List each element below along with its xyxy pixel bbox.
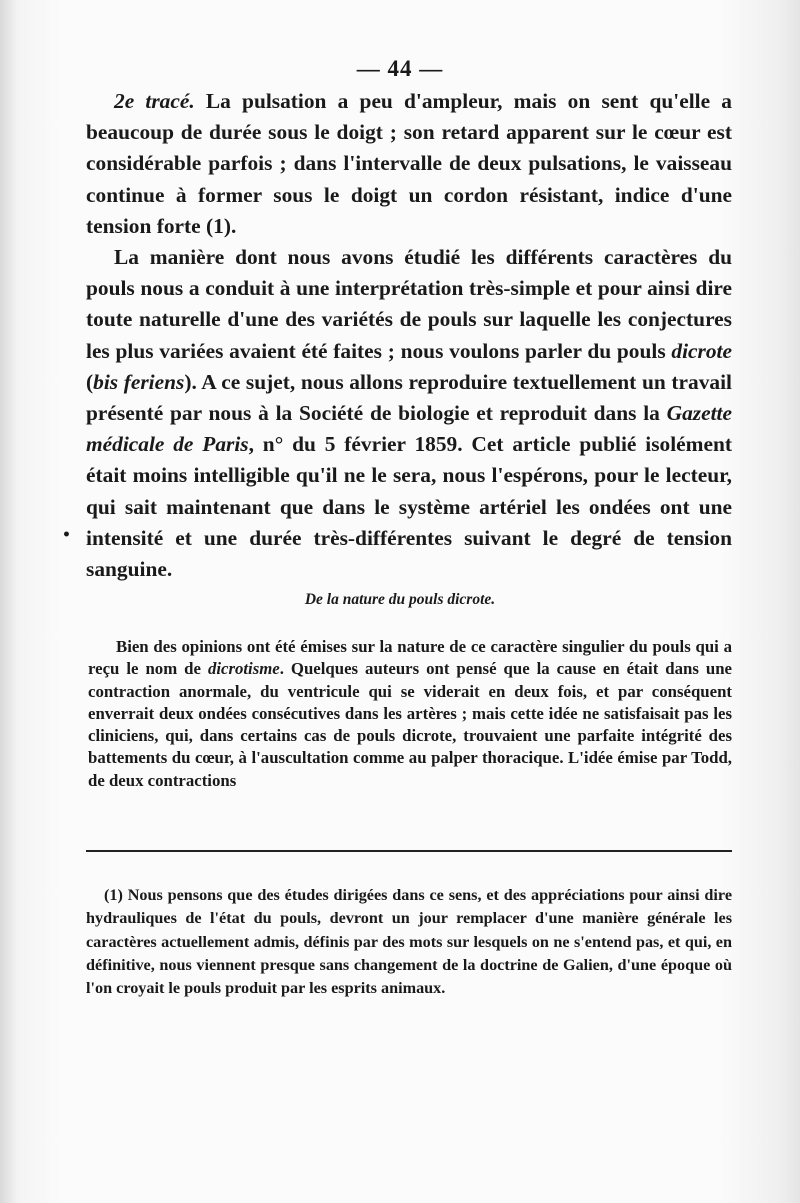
paragraph-text: La manière dont nous avons étudié les différents caractères du pouls nous a conduit à une interprétation très-simple et pour ainsi dire toute naturelle d'une des variétés de pouls sur laquelle les conjectures les plus variées avaient été faites ; nous voulons parler du pouls (86, 245, 732, 363)
footnote-text: (1) Nous pensons que des études dirigées dans ce sens, et des appréciations pour ainsi dire hydrauliques de l'état du pouls, devront un jour remplacer d'une manière générale les caractères actuellement admis, définis par des mots sur lesquels on ne s'entend pas, et qui, en définitive, nous viennent presque sans changement de la doctrine de Galien, d'une époque où l'on croyait le pouls produit par les esprits animaux. (86, 886, 732, 998)
italic-term: dicrote (671, 338, 732, 363)
footnote (86, 884, 732, 1000)
paragraph-text: ). A ce sujet, nous allons reproduire textuellement un travail présenté par nous à la Société de biologie et reproduit dans la (86, 369, 732, 426)
quoted-article-text (88, 636, 732, 792)
italic-term: dicrotisme (207, 659, 280, 679)
paragraph-quoted (88, 636, 732, 792)
paragraph-dicrote-intro (86, 242, 732, 585)
italic-term: bis feriens (93, 369, 185, 394)
section-title: De la nature du pouls dicrote. (304, 591, 496, 608)
paragraph-text: ( (86, 369, 94, 394)
main-text (86, 86, 732, 585)
paragraph-text: La pulsation a peu d'ampleur, mais on sent qu'elle a beaucoup de durée sous le doigt ; son retard apparent sur le cœur est considérable parfois ; dans l'intervalle de deux pulsations, le vaisseau continue à former sous le doigt un cordon résistant, indice d'une tension forte (1). (86, 89, 732, 238)
page-number: — 44 — (356, 56, 444, 81)
margin-mark: • (62, 527, 71, 543)
trace-label: 2e tracé. (114, 89, 195, 113)
paragraph-trace-2 (86, 86, 732, 242)
paragraph-text: , n° du 5 février 1859. Cet article publié isolément était moins intelligible qu'il ne le sera, nous l'espérons, pour le lecteur, qui sait maintenant que dans le système artériel les ondées ont une intensité et une durée très-différentes suivant le degré de tension sanguine. (86, 432, 732, 582)
journal-title: Gazette médicale de Paris (86, 401, 732, 457)
footnote-rule (86, 850, 732, 852)
paragraph-text: Bien des opinions ont été émises sur la nature de ce caractère singulier du pouls qui a reçu le nom de (88, 637, 732, 679)
paragraph-text: . Quelques auteurs ont pensé que la cause en était dans une contraction anormale, du ventricule qui se viderait en deux fois, et par conséquent enverrait deux ondées consécutives dans les artères ; mais cette idée ne satisfaisait pas les cliniciens, qui, dans certains cas de pouls dicrote, trouvaient une parfaite intégrité des battements du cœur, à l'auscultation comme au palper thoracique. L'idée émise par Todd, de deux contractions (88, 659, 732, 790)
